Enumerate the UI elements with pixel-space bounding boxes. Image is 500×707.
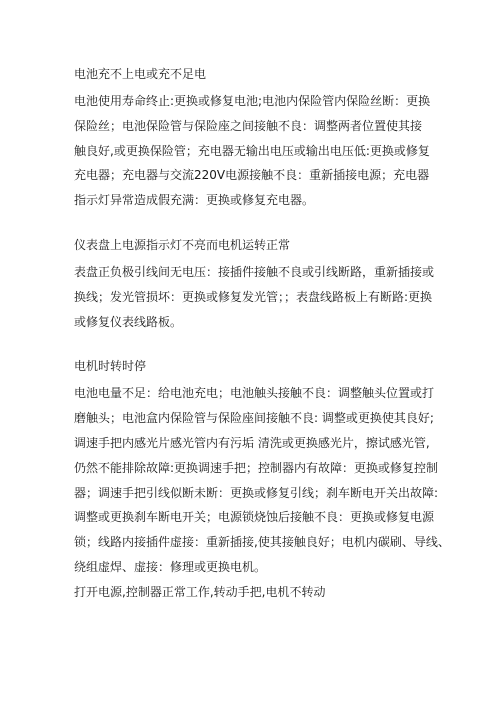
paragraph-motor [74, 381, 450, 604]
section-heading-charging: 电池充不上电或充不足电 [74, 67, 207, 81]
text-line: 打开电源,控制器正常工作,转动手把,电机不转动 [74, 584, 326, 599]
text-line: 保险丝；电池保险管与保险座之间接触不良：调整两者位置使其接 [74, 118, 423, 133]
text-line: 调速手把内感光片感光管内有污垢 清洗或更换感光片，擦试感光管, [74, 435, 430, 450]
text-line: 指示灯异常造成假充满：更换或修复充电器。 [74, 193, 315, 208]
section-spacer [74, 213, 434, 235]
text-line: 调整或更换刹车断电开关；电源锁烧蚀后接触不良：更换或修复电源 [74, 510, 435, 525]
text-line: 锁；线路内接插件虚接：重新插接,使其接触良好；电机内碳刷、导线、 [74, 535, 450, 550]
text-line: 触良好,或更换保险管；充电器无输出电压或输出电压低:更换或修复 [74, 143, 430, 158]
text-line: 器；调速手把引线似断未断：更换或修复引线；刹车断电开关出故障: [74, 485, 439, 500]
text-line: 换线；发光管损坏：更换或修复发光管；；表盘线路板上有断路:更换 [74, 289, 433, 304]
text-line: 仍然不能排除故障:更换调速手把；控制器内有故障：更换或修复控制 [74, 460, 439, 475]
section-spacer [74, 334, 434, 356]
section-heading-indicator: 仪表盘上电源指示灯不亮而电机运转正常 [74, 237, 291, 252]
text-line: 表盘正负极引线间无电压：接插件接触不良或引线断路，重新插接或 [74, 264, 435, 279]
section-heading-motor: 电机时转时停 [74, 359, 147, 374]
text-line: 电池电量不足：给电池充电；电池触头接触不良：调整触头位置或打 [74, 386, 435, 401]
text-line: 或修复仪表线路板。 [74, 314, 183, 329]
text-line: 充电器；充电器与交流220V电源接触不良：重新插接电源；充电器 [74, 168, 430, 183]
paragraph-indicator [74, 260, 434, 334]
text-line: 磨触头；电池盒内保险管与保险座间接触不良: 调整或更换使其良好; [74, 411, 434, 426]
document-page [74, 64, 450, 605]
text-line: 绕组虚焊、虚接：修理或更换电机。 [74, 559, 267, 574]
text-line: 电池使用寿命终止:更换或修复电池;电池内保险管内保险丝断：更换 [74, 94, 431, 108]
paragraph-charging [74, 89, 434, 213]
